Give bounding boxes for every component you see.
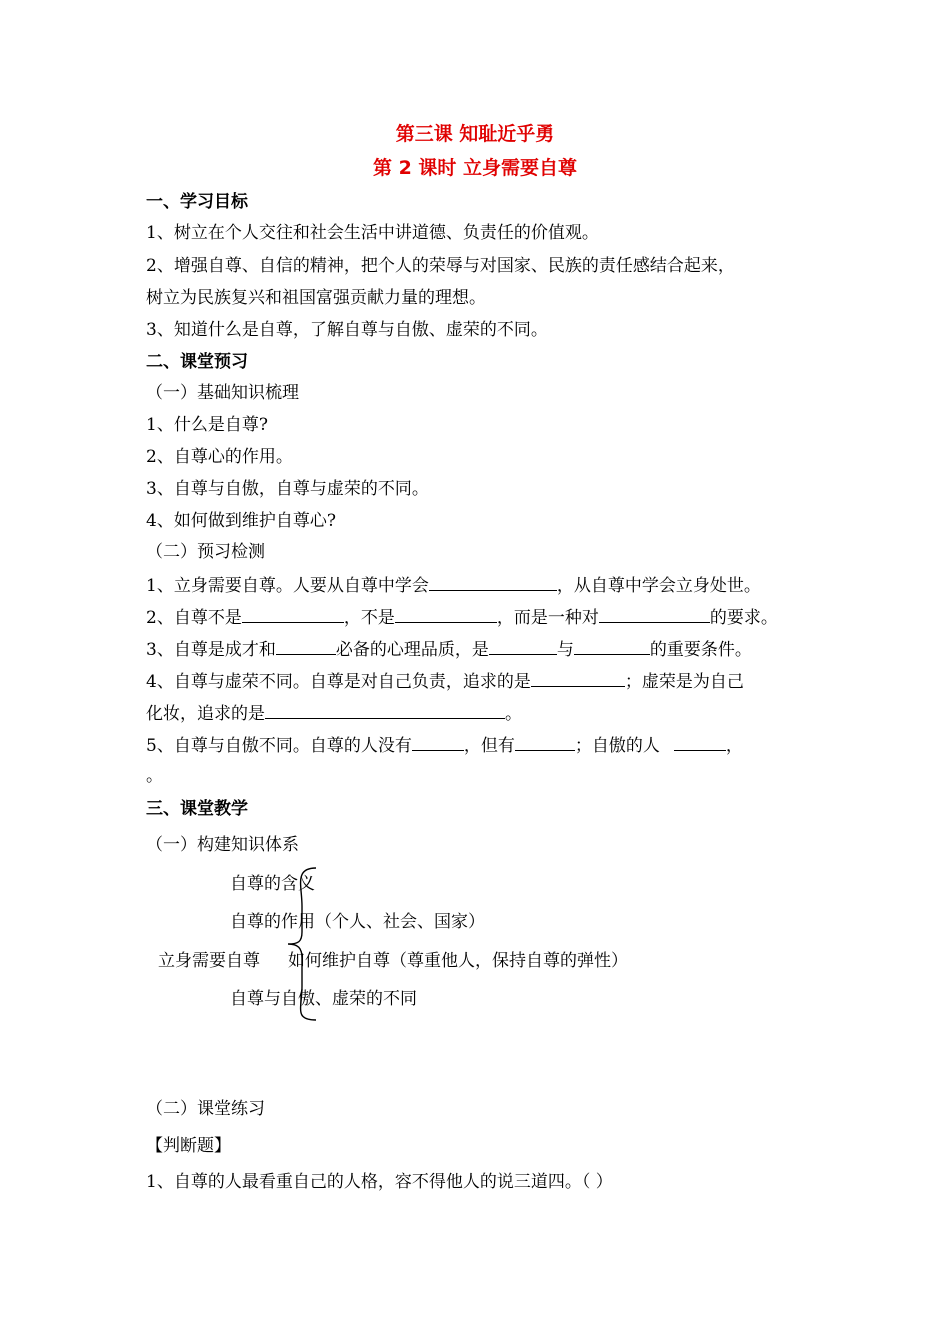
goal-line-3: 树立为民族复兴和祖国富强贡献力量的理想。: [146, 288, 486, 308]
fill-line-3: [146, 637, 752, 661]
fill-text: 必备的心理品质，是: [335, 640, 489, 660]
fill-text: ，: [725, 736, 743, 756]
answer-blank[interactable]: [429, 573, 557, 591]
fill-text: 5、自尊与自傲不同。自尊的人没有: [146, 736, 412, 756]
answer-blank[interactable]: [276, 637, 336, 655]
goal-line-4: 3、知道什么是自尊，了解自尊与自傲、虚荣的不同。: [146, 320, 548, 340]
answer-blank[interactable]: [674, 733, 726, 751]
fill-text: 1、立身需要自尊。人要从自尊中学会: [146, 576, 429, 596]
judge-item-1: 1、自尊的人最看重自己的人格，容不得他人的说三道四。（ ）: [146, 1172, 613, 1192]
subheading-check: （二）预习检测: [146, 542, 265, 562]
fill-text: ；虚荣是为自己: [624, 672, 744, 692]
fill-line-4: [146, 669, 744, 693]
answer-blank[interactable]: [412, 733, 464, 751]
question-1: 1、什么是自尊?: [146, 415, 268, 435]
section-heading-preview: 二、课堂预习: [146, 352, 248, 372]
fill-text: ，而是一种对: [496, 608, 599, 628]
question-4: 4、如何做到维护自尊心?: [146, 511, 336, 531]
question-3: 3、自尊与自傲，自尊与虚荣的不同。: [146, 479, 429, 499]
fill-text: ，但有: [463, 736, 515, 756]
diagram-root: 立身需要自尊: [158, 951, 260, 971]
diagram-branch-4: 自尊与自傲、虚荣的不同: [230, 989, 417, 1009]
subheading-knowledge: （一）构建知识体系: [146, 835, 299, 855]
subheading-practice: （二）课堂练习: [146, 1099, 265, 1119]
fill-line-5: [146, 733, 743, 757]
curly-brace: [272, 866, 318, 1022]
fill-text: 与: [556, 640, 574, 660]
fill-text: ；自傲的人: [574, 736, 660, 756]
diagram-branch-1: 自尊的含义: [230, 874, 315, 894]
fill-text: 。: [505, 704, 522, 724]
fill-text: ，不是: [343, 608, 395, 628]
diagram-branch-2: 自尊的作用（个人、社会、国家）: [230, 912, 485, 932]
section-heading-goals: 一、学习目标: [146, 192, 248, 212]
answer-blank[interactable]: [574, 637, 650, 655]
answer-blank[interactable]: [395, 605, 497, 623]
fill-text: 化妆，追求的是: [146, 704, 265, 724]
goal-line-1: 1、树立在个人交往和社会生活中讲道德、负责任的价值观。: [146, 223, 599, 243]
question-2: 2、自尊心的作用。: [146, 447, 293, 467]
answer-blank[interactable]: [599, 605, 710, 623]
document-subtitle: 第 2 课时 立身需要自尊: [372, 157, 578, 179]
fill-text: 的要求。: [709, 608, 778, 628]
answer-blank[interactable]: [242, 605, 344, 623]
subheading-basics: （一）基础知识梳理: [146, 383, 299, 403]
answer-blank[interactable]: [515, 733, 575, 751]
fill-text: 的重要条件。: [649, 640, 752, 660]
fill-line-2: [146, 605, 778, 629]
answer-blank[interactable]: [265, 701, 505, 719]
answer-blank[interactable]: [489, 637, 557, 655]
goal-line-2: 2、增强自尊、自信的精神，把个人的荣辱与对国家、民族的责任感结合起来，: [146, 256, 735, 276]
fill-text: 2、自尊不是: [146, 608, 242, 628]
fill-line-1: [146, 573, 761, 597]
answer-blank[interactable]: [531, 669, 625, 687]
judge-heading: 【判断题】: [146, 1136, 231, 1156]
document-title: 第三课 知耻近乎勇: [395, 123, 555, 145]
fill-text: ，从自尊中学会立身处世。: [556, 576, 761, 596]
section-heading-teaching: 三、课堂教学: [146, 799, 248, 819]
fill-text: 4、自尊与虚荣不同。自尊是对自己负责，追求的是: [146, 672, 531, 692]
diagram-branch-3: 如何维护自尊（尊重他人，保持自尊的弹性）: [288, 951, 628, 971]
fill-line-4b: [146, 701, 522, 725]
fill-line-6: 。: [146, 766, 163, 786]
fill-text: 3、自尊是成才和: [146, 640, 276, 660]
